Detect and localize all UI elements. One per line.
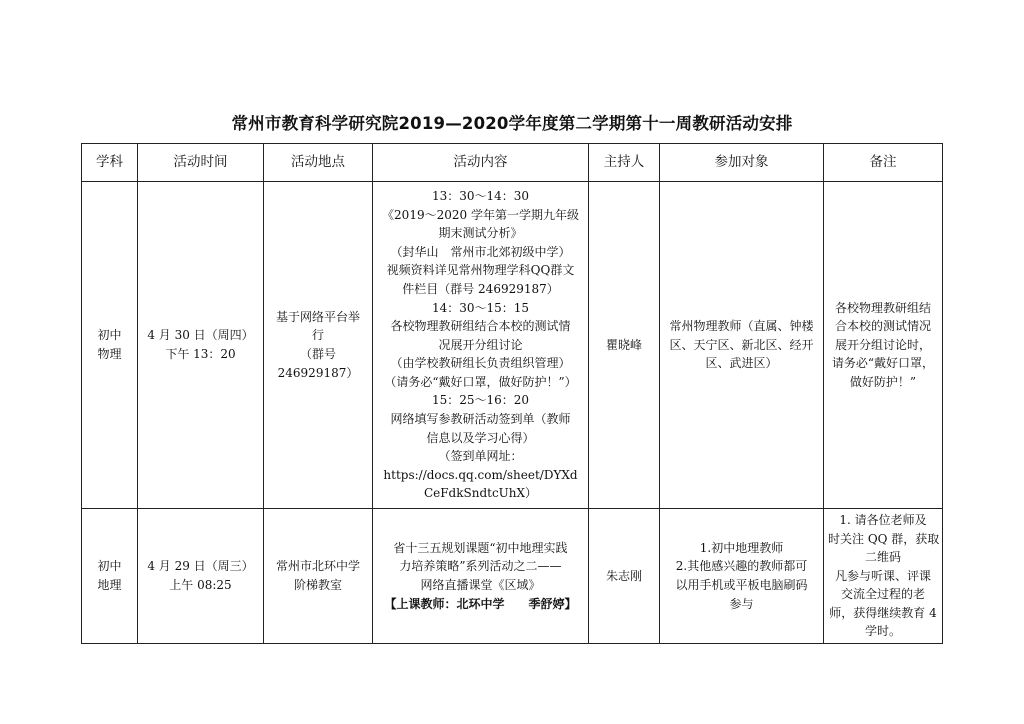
host-cell: 朱志刚 bbox=[589, 509, 660, 644]
table-row bbox=[82, 182, 943, 509]
content-line: 期末测试分析》 bbox=[438, 226, 523, 241]
content-line: 视频资料详见常州物理学科QQ群文 bbox=[386, 263, 575, 278]
notes-line: 合本校的测试情况 bbox=[834, 319, 931, 334]
content-line: 13：30～14：30 bbox=[431, 188, 530, 203]
content-line: 力培养策略”系列活动之二—— bbox=[399, 559, 562, 574]
header-participants: 参加对象 bbox=[660, 144, 824, 182]
content-line: （签到单网址： bbox=[438, 449, 523, 464]
content-line: （封华山 常州市北郊初级中学） bbox=[390, 244, 571, 259]
content-line: 况展开分组讨论 bbox=[438, 337, 523, 352]
time-line: 下午 13：20 bbox=[165, 347, 236, 361]
activity-schedule-table bbox=[81, 143, 943, 644]
notes-line: 做好防护！” bbox=[849, 374, 917, 389]
table-header-row bbox=[82, 144, 943, 182]
content-line: 15：25～16：20 bbox=[431, 393, 530, 408]
location-line: 行 bbox=[311, 328, 324, 343]
notes-cell bbox=[824, 509, 943, 644]
notes-line: 交流全过程的老 bbox=[840, 587, 925, 602]
notes-line: 师，获得继续教育 4 bbox=[829, 605, 937, 620]
time-cell bbox=[138, 182, 264, 509]
notes-line: 学时。 bbox=[864, 624, 901, 639]
subject-cell bbox=[82, 182, 138, 509]
participants-line: 以用手机或平板电脑刷码 bbox=[675, 578, 808, 592]
signup-url-line[interactable]: CeFdkSndtcUhX） bbox=[423, 486, 538, 501]
content-line: 省十三五规划课题“初中地理实践 bbox=[393, 540, 568, 555]
location-line: 246929187） bbox=[277, 365, 359, 380]
location-cell bbox=[264, 182, 373, 509]
notes-line: 二维码 bbox=[864, 550, 901, 565]
content-line: 件栏目（群号 246929187） bbox=[402, 281, 559, 296]
subject-cell bbox=[82, 509, 138, 644]
participants-line: 区、天宁区、新北区、经开 bbox=[669, 337, 814, 352]
participants-cell bbox=[660, 182, 824, 509]
time-cell bbox=[138, 509, 264, 644]
header-notes: 备注 bbox=[824, 144, 943, 182]
header-subject: 学科 bbox=[82, 144, 138, 182]
notes-line: 凡参与听课、评课 bbox=[834, 568, 931, 583]
header-location: 活动地点 bbox=[264, 144, 373, 182]
content-cell bbox=[373, 509, 589, 644]
content-line: （请务必“戴好口罩，做好防护！”） bbox=[384, 374, 577, 389]
signup-url-line[interactable]: https://docs.qq.com/sheet/DYXd bbox=[383, 467, 578, 482]
teacher-line: 【上课教师：北环中学 季舒婷】 bbox=[384, 596, 577, 611]
notes-line: 展开分组讨论时， bbox=[834, 337, 931, 352]
table-row bbox=[82, 509, 943, 644]
participants-line: 常州物理教师（直属、钟楼 bbox=[669, 319, 814, 334]
notes-cell bbox=[824, 182, 943, 509]
header-time: 活动时间 bbox=[138, 144, 264, 182]
subject-line: 初中 bbox=[97, 559, 122, 574]
header-host: 主持人 bbox=[589, 144, 660, 182]
content-line: 网络直播课堂《区域》 bbox=[420, 578, 541, 592]
participants-line: 区、武进区） bbox=[705, 356, 778, 371]
participants-line: 2.其他感兴趣的教师都可 bbox=[675, 559, 808, 574]
location-line: 基于网络平台举 bbox=[275, 309, 360, 324]
location-line: 阶梯教室 bbox=[293, 578, 342, 592]
location-line: （群号 bbox=[299, 347, 336, 361]
subject-line: 地理 bbox=[97, 578, 122, 592]
time-line: 上午 08:25 bbox=[169, 578, 232, 592]
location-cell bbox=[264, 509, 373, 644]
content-line: 各校物理教研组结合本校的测试情 bbox=[390, 319, 571, 334]
host-cell: 瞿晓峰 bbox=[589, 182, 660, 509]
notes-line: 时关注 QQ 群，获取 bbox=[828, 531, 940, 546]
subject-line: 物理 bbox=[97, 347, 122, 361]
document-title: 常州市教育科学研究院2019—2020学年度第二学期第十一周教研活动安排 bbox=[231, 114, 793, 133]
content-line: 网络填写参教研活动签到单（教师 bbox=[390, 412, 571, 427]
participants-line: 参与 bbox=[729, 596, 754, 611]
time-line: 4 月 30 日（周四） bbox=[147, 328, 254, 343]
content-line: 信息以及学习心得） bbox=[426, 430, 535, 445]
subject-line: 初中 bbox=[97, 328, 122, 343]
notes-line: 各校物理教研组结 bbox=[834, 300, 931, 315]
time-line: 4 月 29 日（周三） bbox=[147, 559, 254, 574]
location-line: 常州市北环中学 bbox=[275, 559, 360, 574]
participants-line: 1.初中地理教师 bbox=[699, 540, 784, 555]
header-content: 活动内容 bbox=[373, 144, 589, 182]
content-line: 14：30～15：15 bbox=[431, 300, 530, 315]
content-cell bbox=[373, 182, 589, 509]
notes-line: 请务必“戴好口罩， bbox=[831, 356, 935, 371]
content-line: 《2019～2020 学年第一学期九年级 bbox=[382, 207, 579, 222]
participants-cell bbox=[660, 509, 824, 644]
notes-line: 1. 请各位老师及 bbox=[839, 512, 927, 527]
content-line: （由学校教研组长负责组织管理） bbox=[390, 356, 571, 371]
